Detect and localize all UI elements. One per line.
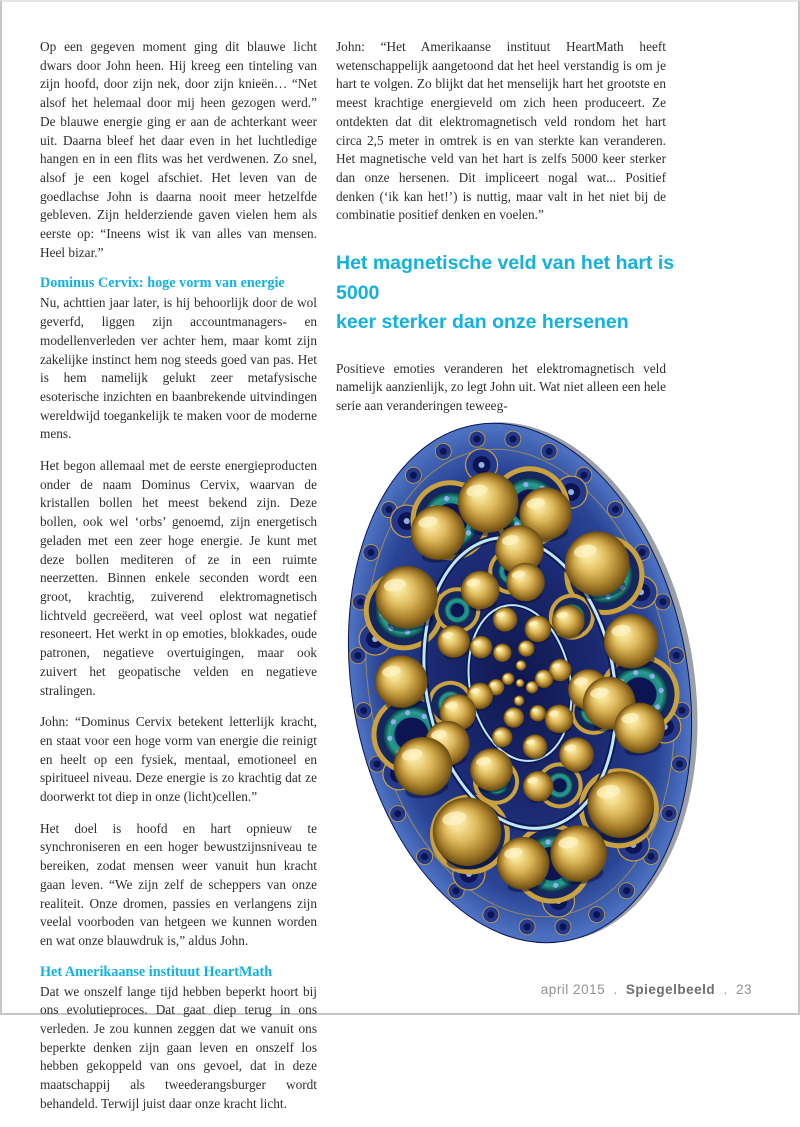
orb-plate-illustration: [338, 402, 800, 960]
footer-date: april 2015: [540, 982, 606, 997]
section-heading-heartmath: Het Amerikaanse instituut HeartMath: [40, 963, 273, 980]
paragraph: Het doel is hoofd en hart opnieuw te synchroniseren en een hoger bewustzijnsniveau te bereiken, zodat mensen weer vanuit hun kracht gaan leven. “We zijn zelf de scheppers van onze realiteit. Onze dromen, passies en verlangens zijn veelal voorboden van hetgeen we kunnen worden en wat onze blauwdruk is,” aldus John.: [40, 820, 317, 948]
paragraph: Positieve emoties veranderen het elektromagnetisch veld namelijk aanzienlijk, zo legt John uit. Wat niet alleen een hele serie aan veranderingen teweeg-: [336, 360, 666, 413]
footer-magazine-name: Spiegelbeeld: [625, 982, 716, 997]
section-heading-dominus-cervix: Dominus Cervix: hoge vorm van energie: [40, 275, 285, 292]
pull-quote-line: keer sterker dan onze hersenen: [336, 311, 629, 334]
footer-separator: .: [723, 982, 728, 997]
paragraph: John: “Dominus Cervix betekent letterlijk kracht, en staat voor een hoge vorm van energie die reinigt en heelt op een fysiek, mentaal, emotioneel en spiritueel niveau. Deze energie is zo krachtig dat ze doorwerkt tot diep in onze (licht)cellen.”: [40, 714, 317, 805]
paragraph: Op een gegeven moment ging dit blauwe licht dwars door John heen. Hij kreeg een tinteling van zijn hoofd, door zijn nek, door zijn knieën… “Net alsof het helemaal door mij heen gezogen werd.” De blauwe energie ging er aan de achterkant weer uit. Daarna bleef het daar even in het luchtledige hangen en in een flits was het verdwenen. Zo snel, alsof je een kogel afschiet. Het leven van de goedlachse John is daarna nooit meer hetzelfde gebleven. Zijn helderziende gaven vielen hem als eerste op: “Ineens wist ik van alles van mensen. Heel bizar.”: [40, 39, 317, 260]
pull-quote-heading: [336, 249, 721, 338]
paragraph: Nu, achttien jaar later, is hij behoorlijk door de wol geverfd, liggen zijn accountmanagers- en modellenverleden ver achter hem, maar komt zijn zakelijke instinct hem nog steeds goed van pas. Het is hem namelijk gelukt zeer metafysische esoterische inzichten en baanbrekende uitvindingen wereldwijd toegankelijk te maken voor de moderne mens.: [40, 295, 317, 442]
paragraph: Het begon allemaal met de eerste energieproducten onder de naam Dominus Cervix, waarvan de kristallen bollen het meest bekend zijn. Deze bollen, ook wel ‘orbs’ genoemd, zijn energetisch geladen met een zeer hoge energie. Je kunt met deze bollen mediteren of ze in een ruimte neerzetten. Binnen enkele seconden wordt een groot, krachtig, zuiverend elektromagnetisch lichtveld gecreëerd, wat veel oplost wat negatief resoneert. Het werkt in op emoties, blokkades, oude patronen, negatieve overtuigingen, maar ook zuivert het geopatische velden en negatieve stralingen.: [40, 458, 317, 698]
left-text-column: [40, 38, 317, 1127]
paragraph: Dat we onszelf lange tijd hebben beperkt hoort bij ons evolutieproces. Dat gaat diep terug in ons verleden. Je zou kunnen zeggen dat we vanuit ons beperkte denken zijn gaan leven en onszelf los hebben gekoppeld van ons gevoel, dat in deze maatschappij als tweederangsburger wordt behandeld. Terwijl juist daar onze kracht licht.: [40, 983, 317, 1111]
page-footer: [539, 982, 754, 997]
footer-separator: .: [613, 982, 618, 997]
pull-quote-line: Het magnetische veld van het hart is 5000: [336, 252, 675, 304]
orb-plate-image: [338, 402, 800, 960]
paragraph: John: “Het Amerikaanse instituut HeartMath heeft wetenschappelijk aangetoond dat het heel verstandig is om je hart te volgen. Zo blijkt dat het menselijk hart het grootste en meest krachtige energieveld om zich heen produceert. Ze ontdekten dat dit elektromagnetisch veld rondom het hart circa 2,5 meter in omtrek is en van sterkte kan veranderen. Het magnetische veld van het hart is zelfs 5000 keer sterker dan onze hersenen. Dit impliceert nogal wat... Positief denken (‘ik kan het!’) is nuttig, maar valt in het niet bij de combinatie positief denken en voelen.”: [336, 39, 666, 223]
right-text-column: [336, 38, 675, 429]
footer-page-number: 23: [735, 982, 752, 997]
